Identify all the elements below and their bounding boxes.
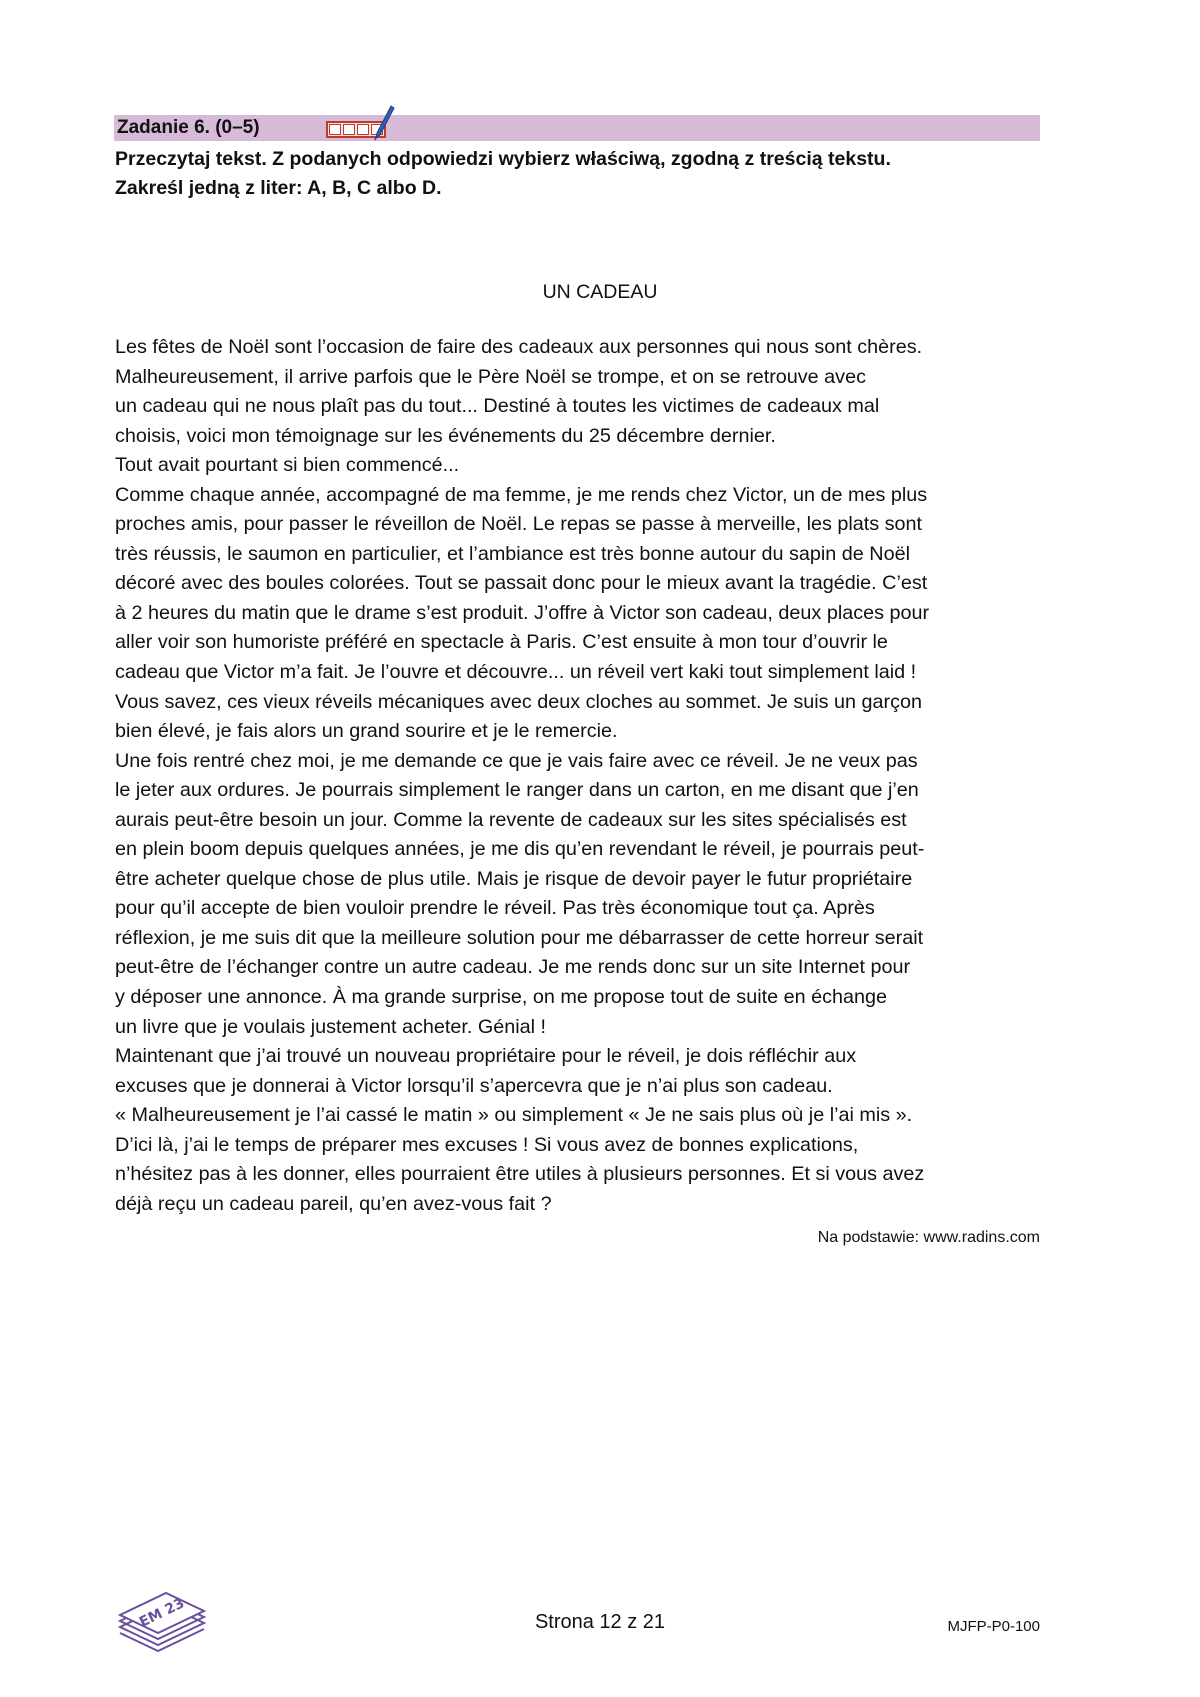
text-line: très réussis, le saumon en particulier, et l’ambiance est très bonne autour du sapin de Noël bbox=[115, 542, 910, 565]
reading-text bbox=[115, 333, 1055, 1219]
document-code: MJFP-P0-100 bbox=[947, 1618, 1040, 1635]
text-line: D’ici là, j’ai le temps de préparer mes excuses ! Si vous avez de bonnes explications, bbox=[115, 1133, 859, 1156]
score-box bbox=[343, 124, 355, 135]
text-line: en plein boom depuis quelques années, je me dis qu’en revendant le réveil, je pourrais peut- bbox=[115, 838, 925, 861]
text-line: Tout avait pourtant si bien commencé... bbox=[115, 454, 460, 477]
text-line: Maintenant que j’ai trouvé un nouveau propriétaire pour le réveil, je dois réfléchir aux bbox=[115, 1045, 857, 1068]
score-box bbox=[357, 124, 369, 135]
text-line: pour qu’il accepte de bien vouloir prendre le réveil. Pas très économique tout ça. Après bbox=[115, 897, 875, 920]
text-line: à 2 heures du matin que le drame s’est produit. J’offre à Victor son cadeau, deux places pour bbox=[115, 601, 930, 624]
text-line: aurais peut-être besoin un jour. Comme la revente de cadeaux sur les sites spécialisés est bbox=[115, 808, 907, 831]
text-line: un cadeau qui ne nous plaît pas du tout... Destiné à toutes les victimes de cadeaux mal bbox=[115, 395, 880, 418]
score-box bbox=[329, 124, 341, 135]
text-line: Malheureusement, il arrive parfois que le Père Noël se trompe, et on se retrouve avec bbox=[115, 365, 866, 388]
text-title: UN CADEAU bbox=[542, 281, 658, 303]
text-line: bien élevé, je fais alors un grand sourire et je le remercie. bbox=[115, 720, 618, 743]
text-line: le jeter aux ordures. Je pourrais simplement le ranger dans un carton, en me disant que j’en bbox=[115, 779, 919, 802]
text-line: proches amis, pour passer le réveillon de Noël. Le repas se passe à merveille, les plats sont bbox=[115, 513, 923, 536]
text-line: aller voir son humoriste préféré en spectacle à Paris. C’est ensuite à mon tour d’ouvrir le bbox=[115, 631, 888, 654]
text-line: Vous savez, ces vieux réveils mécaniques avec deux cloches au sommet. Je suis un garçon bbox=[115, 690, 923, 713]
text-line: choisis, voici mon témoignage sur les événements du 25 décembre dernier. bbox=[115, 424, 776, 447]
text-line: Les fêtes de Noël sont l’occasion de faire des cadeaux aux personnes qui nous sont chères. bbox=[115, 336, 923, 358]
instruction-line: Przeczytaj tekst. Z podanych odpowiedzi wybierz właściwą, zgodną z treścią tekstu. bbox=[115, 148, 891, 170]
text-line: réflexion, je me suis dit que la meilleure solution pour me débarrasser de cette horreur serait bbox=[115, 926, 924, 949]
text-line: Une fois rentré chez moi, je me demande ce que je vais faire avec ce réveil. Je ne veux pas bbox=[115, 749, 918, 772]
text-line: n’hésitez pas à les donner, elles pourraient être utiles à plusieurs personnes. Et si vous avez bbox=[115, 1163, 925, 1186]
text-line: déjà reçu un cadeau pareil, qu’en avez-vous fait ? bbox=[115, 1192, 552, 1215]
text-line: cadeau que Victor m’a fait. Je l’ouvre et découvre... un réveil vert kaki tout simplement laid ! bbox=[115, 661, 917, 684]
instruction-line: Zakreśl jedną z liter: A, B, C albo D. bbox=[115, 177, 442, 199]
text-line: peut-être de l’échanger contre un autre cadeau. Je me rends donc sur un site Internet pour bbox=[115, 956, 911, 979]
task-title: Zadanie 6. (0–5) bbox=[117, 117, 260, 138]
logo-text: EM 23 bbox=[136, 1595, 188, 1631]
pen-icon bbox=[373, 105, 395, 141]
text-line: « Malheureusement je l’ai cassé le matin » ou simplement « Je ne sais plus où je l’ai mis ». bbox=[115, 1104, 913, 1127]
text-line: être acheter quelque chose de plus utile. Mais je risque de devoir payer le futur propriétaire bbox=[115, 867, 913, 890]
task-instructions bbox=[115, 145, 1045, 203]
text-line: Comme chaque année, accompagné de ma femme, je me rends chez Victor, un de mes plus bbox=[115, 483, 928, 506]
text-line: un livre que je voulais justement acheter. Génial ! bbox=[115, 1015, 547, 1038]
text-line: excuses que je donnerai à Victor lorsqu’il s’apercevra que je n’ai plus son cadeau. bbox=[115, 1074, 833, 1097]
text-line: y déposer une annonce. À ma grande surprise, on me propose tout de suite en échange bbox=[115, 986, 887, 1009]
task-header-bar bbox=[114, 115, 1040, 141]
source-citation: Na podstawie: www.radins.com bbox=[817, 1229, 1040, 1246]
text-line: décoré avec des boules colorées. Tout se passait donc pour le mieux avant la tragédie. C’est bbox=[115, 572, 928, 595]
page-number: Strona 12 z 21 bbox=[534, 1611, 666, 1633]
